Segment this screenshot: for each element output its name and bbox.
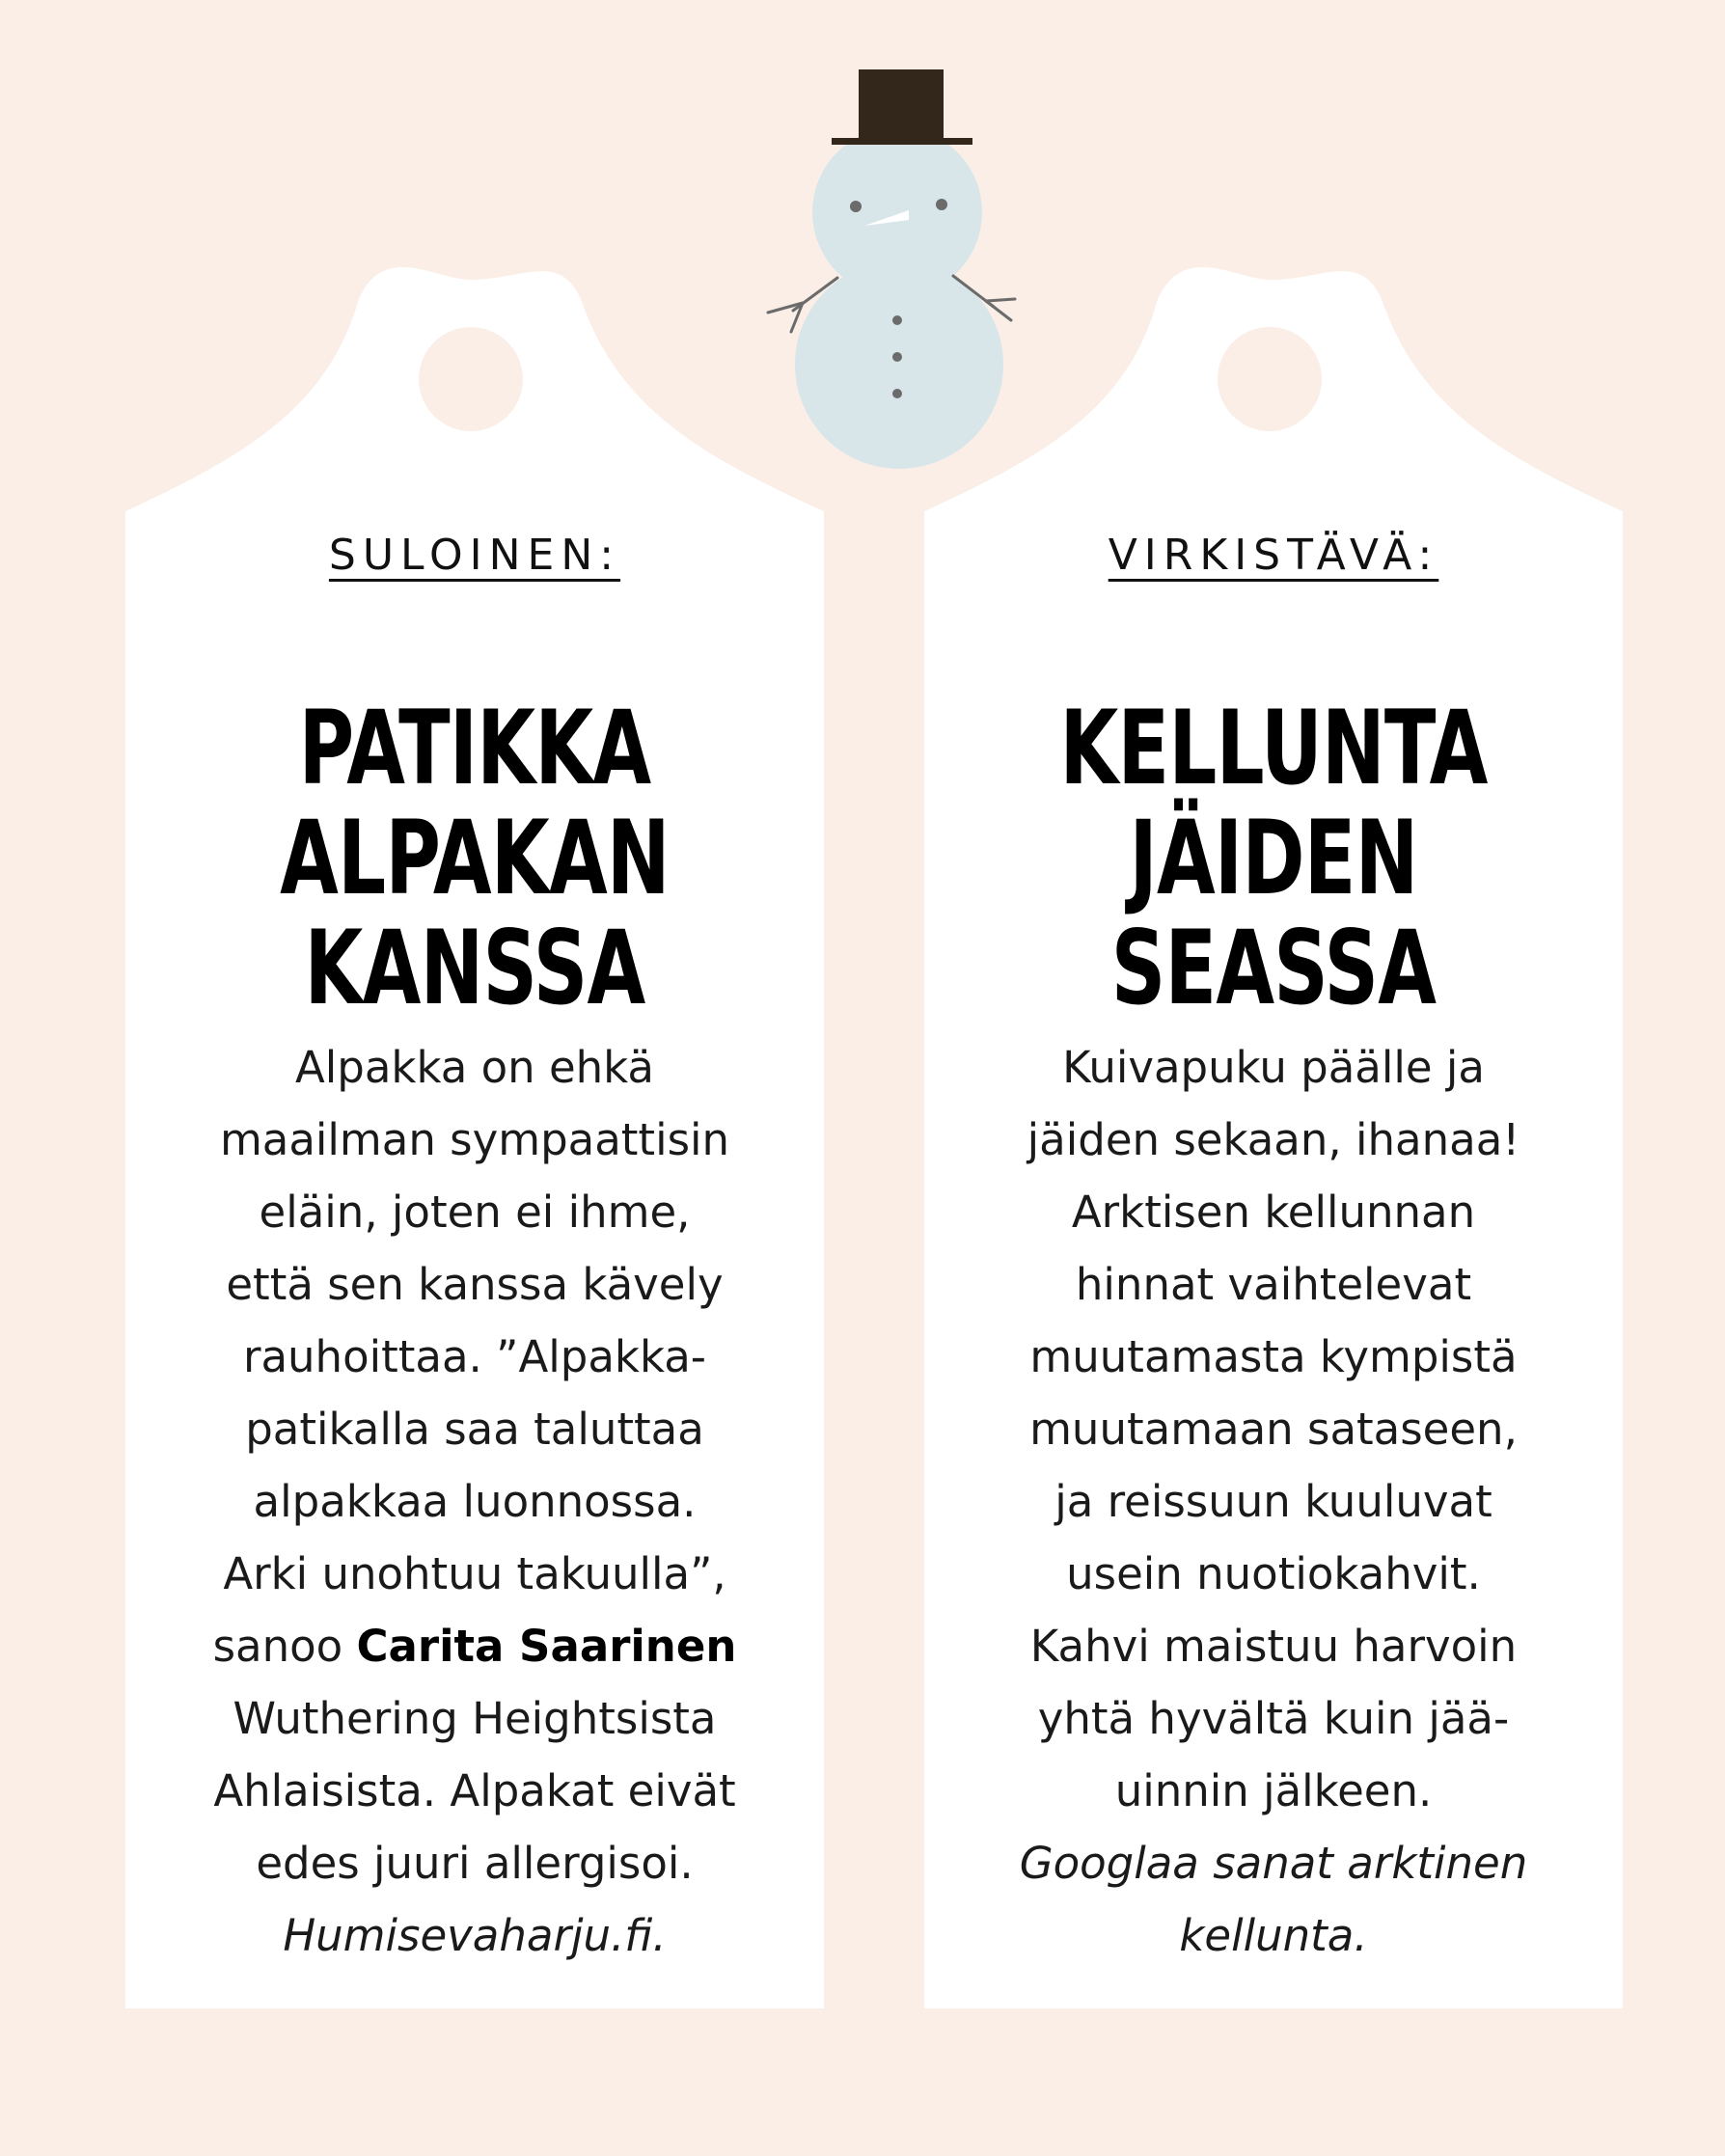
hat-brim xyxy=(832,138,972,145)
snowman-button xyxy=(892,389,902,398)
body-line: eläin, joten ei ihme, xyxy=(259,1187,691,1238)
title-line: JÄIDEN xyxy=(1129,799,1418,917)
body-line: rauhoittaa. ”Alpakka- xyxy=(242,1331,707,1382)
left-tag-body xyxy=(125,1031,824,1972)
body-line: usein nuotiokahvit. xyxy=(1066,1548,1481,1599)
body-line-quote-attribution xyxy=(125,1610,824,1682)
left-tag-hole xyxy=(419,327,523,431)
right-tag xyxy=(924,521,1623,1972)
title-line: SEASSA xyxy=(1110,909,1437,1027)
body-line: Kahvi maistuu harvoin xyxy=(1029,1621,1518,1672)
body-line: Wuthering Heightsista xyxy=(233,1693,717,1744)
snowman-button xyxy=(892,315,902,325)
body-line: jäiden sekaan, ihanaa! xyxy=(1027,1114,1520,1165)
right-tag-category: VIRKISTÄVÄ: xyxy=(1108,531,1439,580)
left-tag xyxy=(125,521,824,1972)
snowman-eye-right xyxy=(936,199,947,210)
body-line: yhtä hyvältä kuin jää- xyxy=(1037,1693,1510,1744)
body-line: muutamasta kympistä xyxy=(1029,1331,1518,1382)
body-line: muutamaan sataseen, xyxy=(1029,1404,1518,1455)
website-reference: Humisevaharju.fi. xyxy=(283,1910,667,1961)
search-hint-line: Googlaa sanat arktinen xyxy=(1019,1838,1528,1889)
said-prefix: sanoo xyxy=(212,1621,357,1672)
person-name: Carita Saarinen xyxy=(356,1621,737,1672)
title-line: PATIKKA xyxy=(298,689,651,807)
hat-crown xyxy=(859,69,944,141)
body-line: hinnat vaihtelevat xyxy=(1075,1259,1472,1310)
right-tag-title xyxy=(1015,689,1532,1027)
body-line: alpakkaa luonnossa. xyxy=(253,1476,697,1527)
snowman-illustration xyxy=(762,58,1032,482)
body-line: uinnin jälkeen. xyxy=(1114,1765,1433,1816)
title-line: ALPAKAN xyxy=(280,799,670,917)
body-line: Arki unohtuu takuulla”, xyxy=(223,1548,726,1599)
snowman-head xyxy=(812,127,982,297)
left-tag-title xyxy=(216,689,733,1027)
right-tag-hole xyxy=(1218,327,1322,431)
body-line: Kuivapuku päälle ja xyxy=(1062,1042,1485,1093)
body-line: maailman sympaattisin xyxy=(219,1114,730,1165)
title-line: KANSSA xyxy=(304,909,645,1027)
body-line: Ahlaisista. Alpakat eivät xyxy=(213,1765,736,1816)
body-line: Arktisen kellunnan xyxy=(1071,1187,1476,1238)
title-line: KELLUNTA xyxy=(1059,689,1488,807)
body-line: että sen kanssa kävely xyxy=(226,1259,724,1310)
search-hint-line: kellunta. xyxy=(1179,1910,1368,1961)
snowman-eye-left xyxy=(850,201,862,212)
right-tag-body xyxy=(924,1031,1623,1972)
body-line: ja reissuun kuuluvat xyxy=(1054,1476,1492,1527)
body-line: Alpakka on ehkä xyxy=(294,1042,655,1093)
left-tag-category: SULOINEN: xyxy=(328,531,621,580)
body-line: edes juuri allergisoi. xyxy=(256,1838,694,1889)
snowman-button xyxy=(892,352,902,362)
body-line: patikalla saa taluttaa xyxy=(245,1404,704,1455)
